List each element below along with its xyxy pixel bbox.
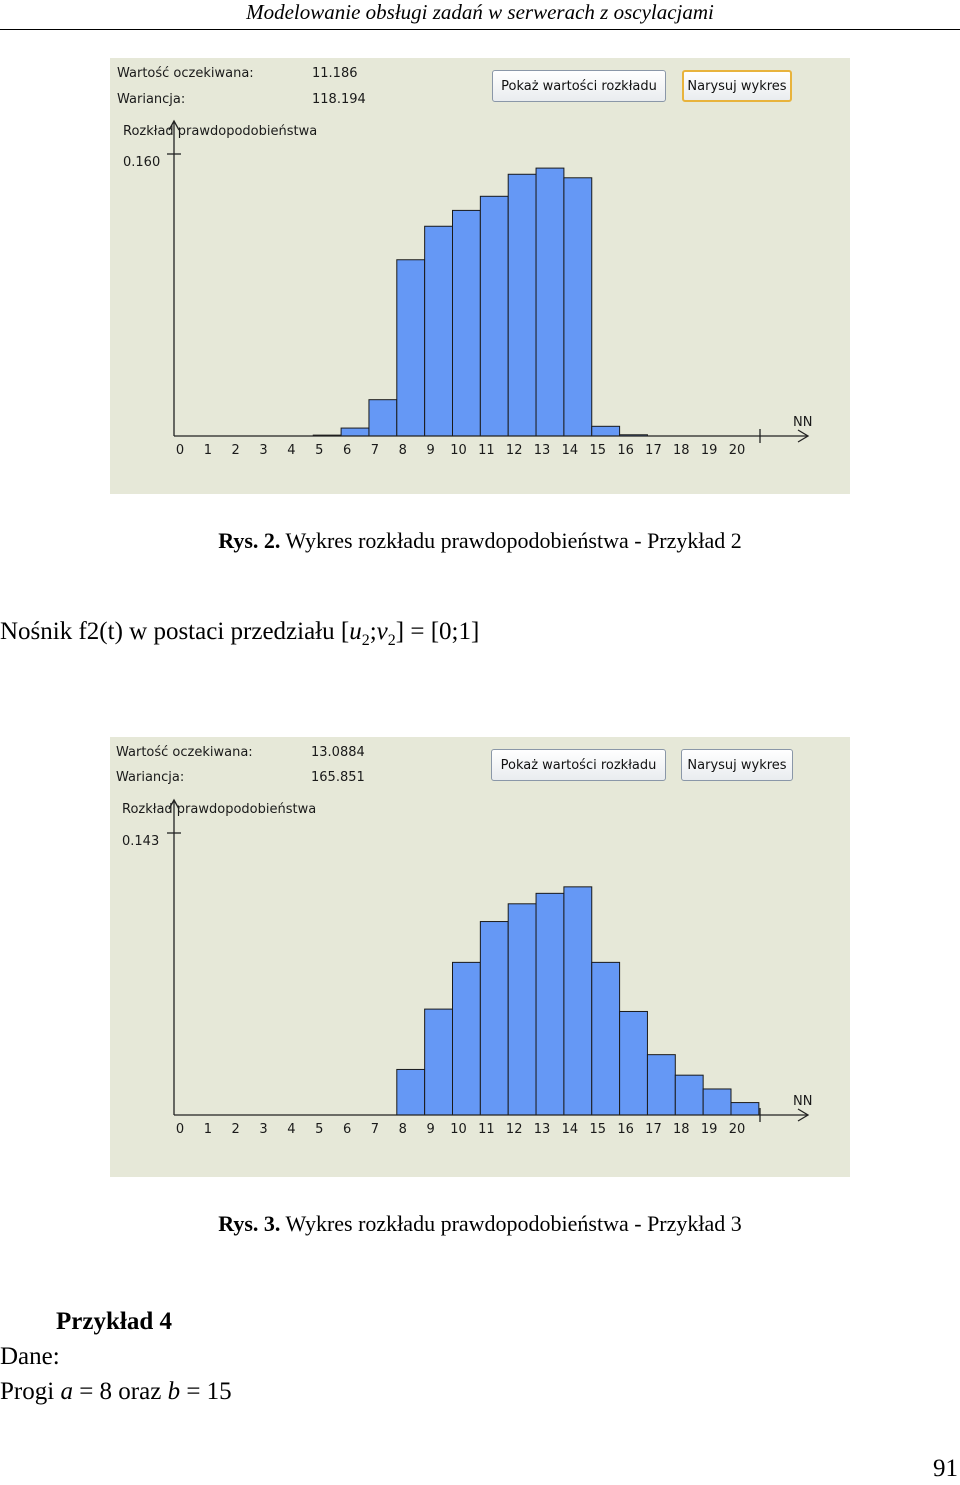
interval-open: [ [340, 618, 350, 645]
x-tick-label: 1 [203, 443, 212, 458]
expected-value-label: Wartość oczekiwana: [116, 745, 253, 760]
x-tick-label: 18 [673, 1122, 690, 1137]
bar-7 [369, 400, 397, 436]
bar-13 [536, 893, 564, 1115]
figure-number: Rys. 2. [218, 528, 281, 553]
bars-1 [313, 168, 647, 436]
x-tick-label: 0 [175, 1122, 185, 1137]
given-label: Dane: [0, 1343, 60, 1370]
x-tick-label: 6 [342, 443, 352, 458]
bar-6 [341, 428, 369, 436]
y-max-tick-label: 0.143 [122, 834, 160, 849]
bar-20 [731, 1103, 759, 1115]
x-tick-labels-1 [176, 443, 745, 458]
x-tick-label: 8 [398, 1122, 407, 1137]
bar-9 [425, 226, 453, 436]
x-tick-label: 11 [478, 443, 495, 458]
x-tick-label: 3 [259, 1122, 268, 1137]
bar-15 [592, 426, 620, 436]
x-tick-label: 15 [589, 443, 607, 458]
y-axis-label: Rozkład prawdopodobieństwa [122, 802, 317, 817]
a-value: = 8 oraz [72, 1378, 168, 1405]
interval-separator: ; [369, 618, 377, 645]
sub-u: 2 [361, 632, 370, 649]
bar-13 [536, 168, 564, 436]
bar-19 [703, 1089, 731, 1115]
figure-caption-2 [0, 1211, 960, 1237]
x-tick-label: 9 [426, 1122, 435, 1137]
show-distribution-values-button[interactable]: Pokaż wartości rozkładu [491, 749, 666, 781]
x-tick-label: 19 [700, 1122, 718, 1137]
x-tick-label: 11 [478, 1122, 495, 1137]
running-head: Modelowanie obsługi zadań w serwerach z oscylacjami [246, 0, 714, 24]
bar-12 [508, 174, 536, 436]
x-tick-label: 2 [231, 443, 240, 458]
chart-area-2 [110, 737, 850, 1177]
bar-14 [564, 178, 592, 436]
expected-value-label: Wartość oczekiwana: [117, 66, 254, 81]
support-interval-line [0, 617, 479, 656]
distribution-panel-2 [110, 737, 850, 1177]
x-tick-labels-2 [176, 1122, 745, 1137]
x-tick-label: 10 [450, 1122, 467, 1137]
var-u: u [349, 618, 362, 645]
x-tick-label: 16 [617, 1122, 634, 1137]
expected-value: 13.0884 [311, 745, 365, 760]
thresholds-line [0, 1377, 232, 1407]
x-tick-label: 6 [342, 1122, 352, 1137]
bars-2 [397, 887, 759, 1115]
sub-v: 2 [387, 632, 396, 649]
x-tick-label: 3 [259, 443, 268, 458]
header-rule [0, 29, 960, 30]
x-tick-label: 4 [287, 1122, 296, 1137]
x-tick-label: 17 [645, 443, 662, 458]
variance-value: 118.194 [312, 92, 366, 107]
chart-area-1 [110, 58, 850, 494]
bar-18 [675, 1075, 703, 1115]
x-tick-label: 12 [505, 1122, 523, 1137]
variance-value: 165.851 [311, 770, 365, 785]
x-axis-label: NN [793, 415, 813, 430]
x-tick-label: 2 [231, 1122, 240, 1137]
x-tick-label: 18 [673, 443, 690, 458]
y-max-tick-label: 0.160 [123, 155, 161, 170]
page-number: 91 [933, 1455, 958, 1482]
x-tick-label: 14 [561, 1122, 579, 1137]
bar-8 [397, 260, 425, 436]
bar-8 [397, 1069, 425, 1115]
x-tick-label: 5 [315, 443, 324, 458]
interval-close: ] = [0;1] [395, 618, 480, 645]
x-tick-label: 4 [287, 443, 296, 458]
figure-number: Rys. 3. [218, 1211, 281, 1236]
figure-caption-text: Wykres rozkładu prawdopodobieństwa - Przykład 3 [285, 1211, 742, 1236]
x-tick-label: 20 [728, 1122, 746, 1137]
example-heading: Przykład 4 [56, 1308, 172, 1335]
bar-15 [592, 962, 620, 1115]
bar-11 [480, 196, 508, 436]
x-tick-label: 9 [426, 443, 435, 458]
b-value: = 15 [180, 1378, 232, 1405]
support-text: Nośnik f2(t) w postaci przedziału [0, 618, 341, 645]
x-tick-label: 19 [700, 443, 718, 458]
x-tick-label: 10 [450, 443, 467, 458]
bar-16 [620, 1011, 648, 1115]
x-axis-label: NN [793, 1094, 813, 1109]
x-tick-label: 8 [398, 443, 407, 458]
bar-10 [453, 210, 481, 436]
bar-14 [564, 887, 592, 1115]
variance-label: Wariancja: [116, 770, 185, 785]
figure-caption-text: Wykres rozkładu prawdopodobieństwa - Przykład 2 [285, 528, 742, 553]
bar-17 [647, 1055, 675, 1115]
bar-12 [508, 904, 536, 1115]
x-tick-label: 20 [728, 443, 746, 458]
x-tick-label: 16 [617, 443, 634, 458]
expected-value: 11.186 [312, 66, 358, 81]
var-a: a [60, 1378, 73, 1405]
distribution-panel-1 [110, 58, 850, 494]
draw-chart-button[interactable]: Narysuj wykres [682, 70, 792, 102]
bar-10 [453, 962, 481, 1115]
x-tick-label: 17 [645, 1122, 662, 1137]
thresholds-prefix: Progi [0, 1378, 61, 1405]
x-tick-label: 5 [315, 1122, 324, 1137]
y-axis-label: Rozkład prawdopodobieństwa [123, 124, 318, 139]
x-tick-label: 13 [533, 1122, 551, 1137]
variance-label: Wariancja: [117, 92, 186, 107]
draw-chart-button[interactable]: Narysuj wykres [681, 749, 793, 781]
x-tick-label: 12 [505, 443, 523, 458]
x-tick-label: 1 [203, 1122, 212, 1137]
x-tick-label: 15 [589, 1122, 607, 1137]
show-distribution-values-button[interactable]: Pokaż wartości rozkładu [492, 70, 666, 102]
x-tick-label: 13 [533, 443, 551, 458]
bar-11 [480, 922, 508, 1115]
var-v: v [376, 618, 388, 645]
bar-9 [425, 1009, 453, 1115]
x-tick-label: 14 [561, 443, 579, 458]
figure-caption-1 [0, 528, 960, 554]
var-b: b [167, 1378, 181, 1405]
x-tick-label: 7 [370, 1122, 380, 1137]
x-tick-label: 0 [175, 443, 185, 458]
x-tick-label: 7 [370, 443, 380, 458]
